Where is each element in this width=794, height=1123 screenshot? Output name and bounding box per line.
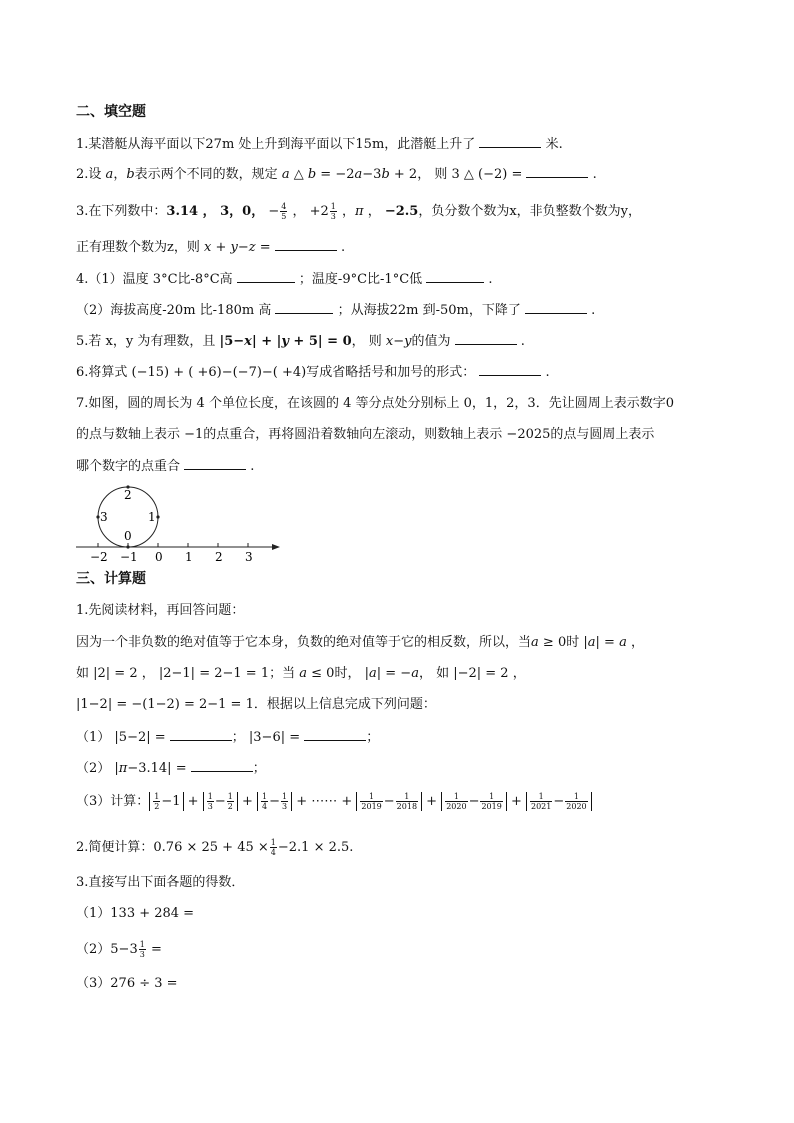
- section-title-fill-in: 二、填空题: [76, 104, 146, 120]
- question-2-3-line1: 3.在下列数中：3.14 ， 3，0， − $\frac{4}{5}$ ， +2 $\frac{1}{3}$ ，π ， −2.5，负分数个数为x，非负整数个数为y，: [76, 202, 642, 221]
- answer-blank[interactable]: [479, 135, 541, 148]
- question-2-4-1: 4.（1）温度 3°C比-8°C高 ；温度-9°C比-1°C低 .: [76, 272, 493, 287]
- tick-label: 0: [155, 550, 163, 564]
- circle-number-line-figure: [70, 480, 290, 568]
- question-3-2: 2.简便计算：0.76 × 25 + 45 × $\frac{1}{4}$ −2.1 × 2.5.: [76, 838, 354, 857]
- question-3-3-3: （3）276 ÷ 3 =: [76, 976, 178, 991]
- circle-label-2: 2: [124, 488, 132, 502]
- question-2-5: 5.若 x，y 为有理数，且 |5−x| + |y + 5| = 0， 则 x−y的值为 .: [76, 334, 525, 349]
- question-3-1-intro: 1.先阅读材料，再回答问题：: [76, 603, 245, 618]
- answer-blank[interactable]: [184, 457, 246, 470]
- answer-blank[interactable]: [526, 165, 588, 178]
- tick-label: 1: [185, 550, 193, 564]
- question-3-1-sub3: （3）计算： $\frac{1}{2}$ −1 + $\frac{1}{3}$ − $\frac{1}{2}$ + $\frac{1}{4}$ − $\frac{1}{3}$ + ⋯⋯ + $\frac{1}{2019}$ − $\frac{1}{2018}$ + $\frac{1}{2020}$ − $\frac{1}{2019}$ + $\frac{1}{2021}$ − $\frac{1}{2020}$: [76, 792, 592, 811]
- question-3-3: 3.直接写出下面各题的得数．: [76, 875, 245, 890]
- answer-blank[interactable]: [304, 728, 366, 741]
- tick-label: −1: [120, 550, 138, 564]
- question-2-6: 6.将算式 (−15) + ( +6)−(−7)−( +4)写成省略括号和加号的形式： .: [76, 365, 550, 380]
- answer-blank[interactable]: [170, 728, 232, 741]
- answer-blank[interactable]: [237, 270, 295, 283]
- question-3-1-sub2: （2） |π−3.14| = ；: [76, 761, 266, 776]
- answer-blank[interactable]: [479, 363, 541, 376]
- question-2-7-line3: 哪个数字的点重合 .: [76, 459, 255, 474]
- answer-blank[interactable]: [426, 270, 484, 283]
- tick-label: −2: [90, 550, 108, 564]
- question-3-1-text1: 因为一个非负数的绝对值等于它本身，负数的绝对值等于它的相反数，所以，当a ≥ 0时 |a| = a ，: [76, 635, 644, 650]
- question-2-3-line2: 正有理数个数为z，则 x + y−z = .: [76, 240, 346, 255]
- circle-point-right: [156, 515, 159, 518]
- fraction-1-3: $\frac{1}{3}$: [330, 202, 336, 221]
- circle-label-1: 1: [148, 510, 156, 524]
- question-2-2: 2.设 a，b表示两个不同的数，规定 a △ b = −2a−3b + 2， 则 3 △ (−2) = .: [76, 167, 597, 182]
- answer-blank[interactable]: [191, 759, 253, 772]
- question-2-7-line1: 7.如图，圆的周长为 4 个单位长度，在该圆的 4 等分点处分别标上 0，1，2，3．先让圆周上表示数字0: [76, 396, 674, 411]
- tick-label: 2: [215, 550, 223, 564]
- question-3-1-text3: |1−2| = −(1−2) = 2−1 = 1．根据以上信息完成下列问题：: [76, 697, 436, 712]
- number-line-arrow-icon: [272, 544, 280, 550]
- question-2-1: 1.某潜艇从海平面以下27m 处上升到海平面以下15m，此潜艇上升了 米.: [76, 137, 563, 152]
- section-title-calculation: 三、计算题: [76, 571, 146, 587]
- question-3-3-1: （1）133 + 284 =: [76, 906, 195, 921]
- circle-label-0: 0: [124, 529, 132, 543]
- question-3-3-2: （2）5−3 $\frac{1}{3}$ =: [76, 940, 162, 959]
- question-2-7-line2: 的点与数轴上表示 −1的点重合，再将圆沿着数轴向左滚动，则数轴上表示 −2025的点与圆周上表示: [76, 427, 655, 442]
- fraction-4-5: $\frac{4}{5}$: [281, 202, 287, 221]
- answer-blank[interactable]: [275, 238, 337, 251]
- answer-blank[interactable]: [275, 301, 333, 314]
- question-3-1-sub1: （1） |5−2| = ； |3−6| = ；: [76, 730, 380, 745]
- circle-label-3: 3: [100, 510, 108, 524]
- answer-blank[interactable]: [455, 332, 517, 345]
- question-2-4-2: （2）海拔高度-20m 比-180m 高 ；从海拔22m 到-50m，下降了 .: [76, 303, 596, 318]
- answer-blank[interactable]: [525, 301, 587, 314]
- question-3-1-examples: 如 |2| = 2 ， |2−1| = 2−1 = 1；当 a ≤ 0时， |a| = −a， 如 |−2| = 2 ，: [76, 666, 526, 681]
- tick-label: 3: [245, 550, 253, 564]
